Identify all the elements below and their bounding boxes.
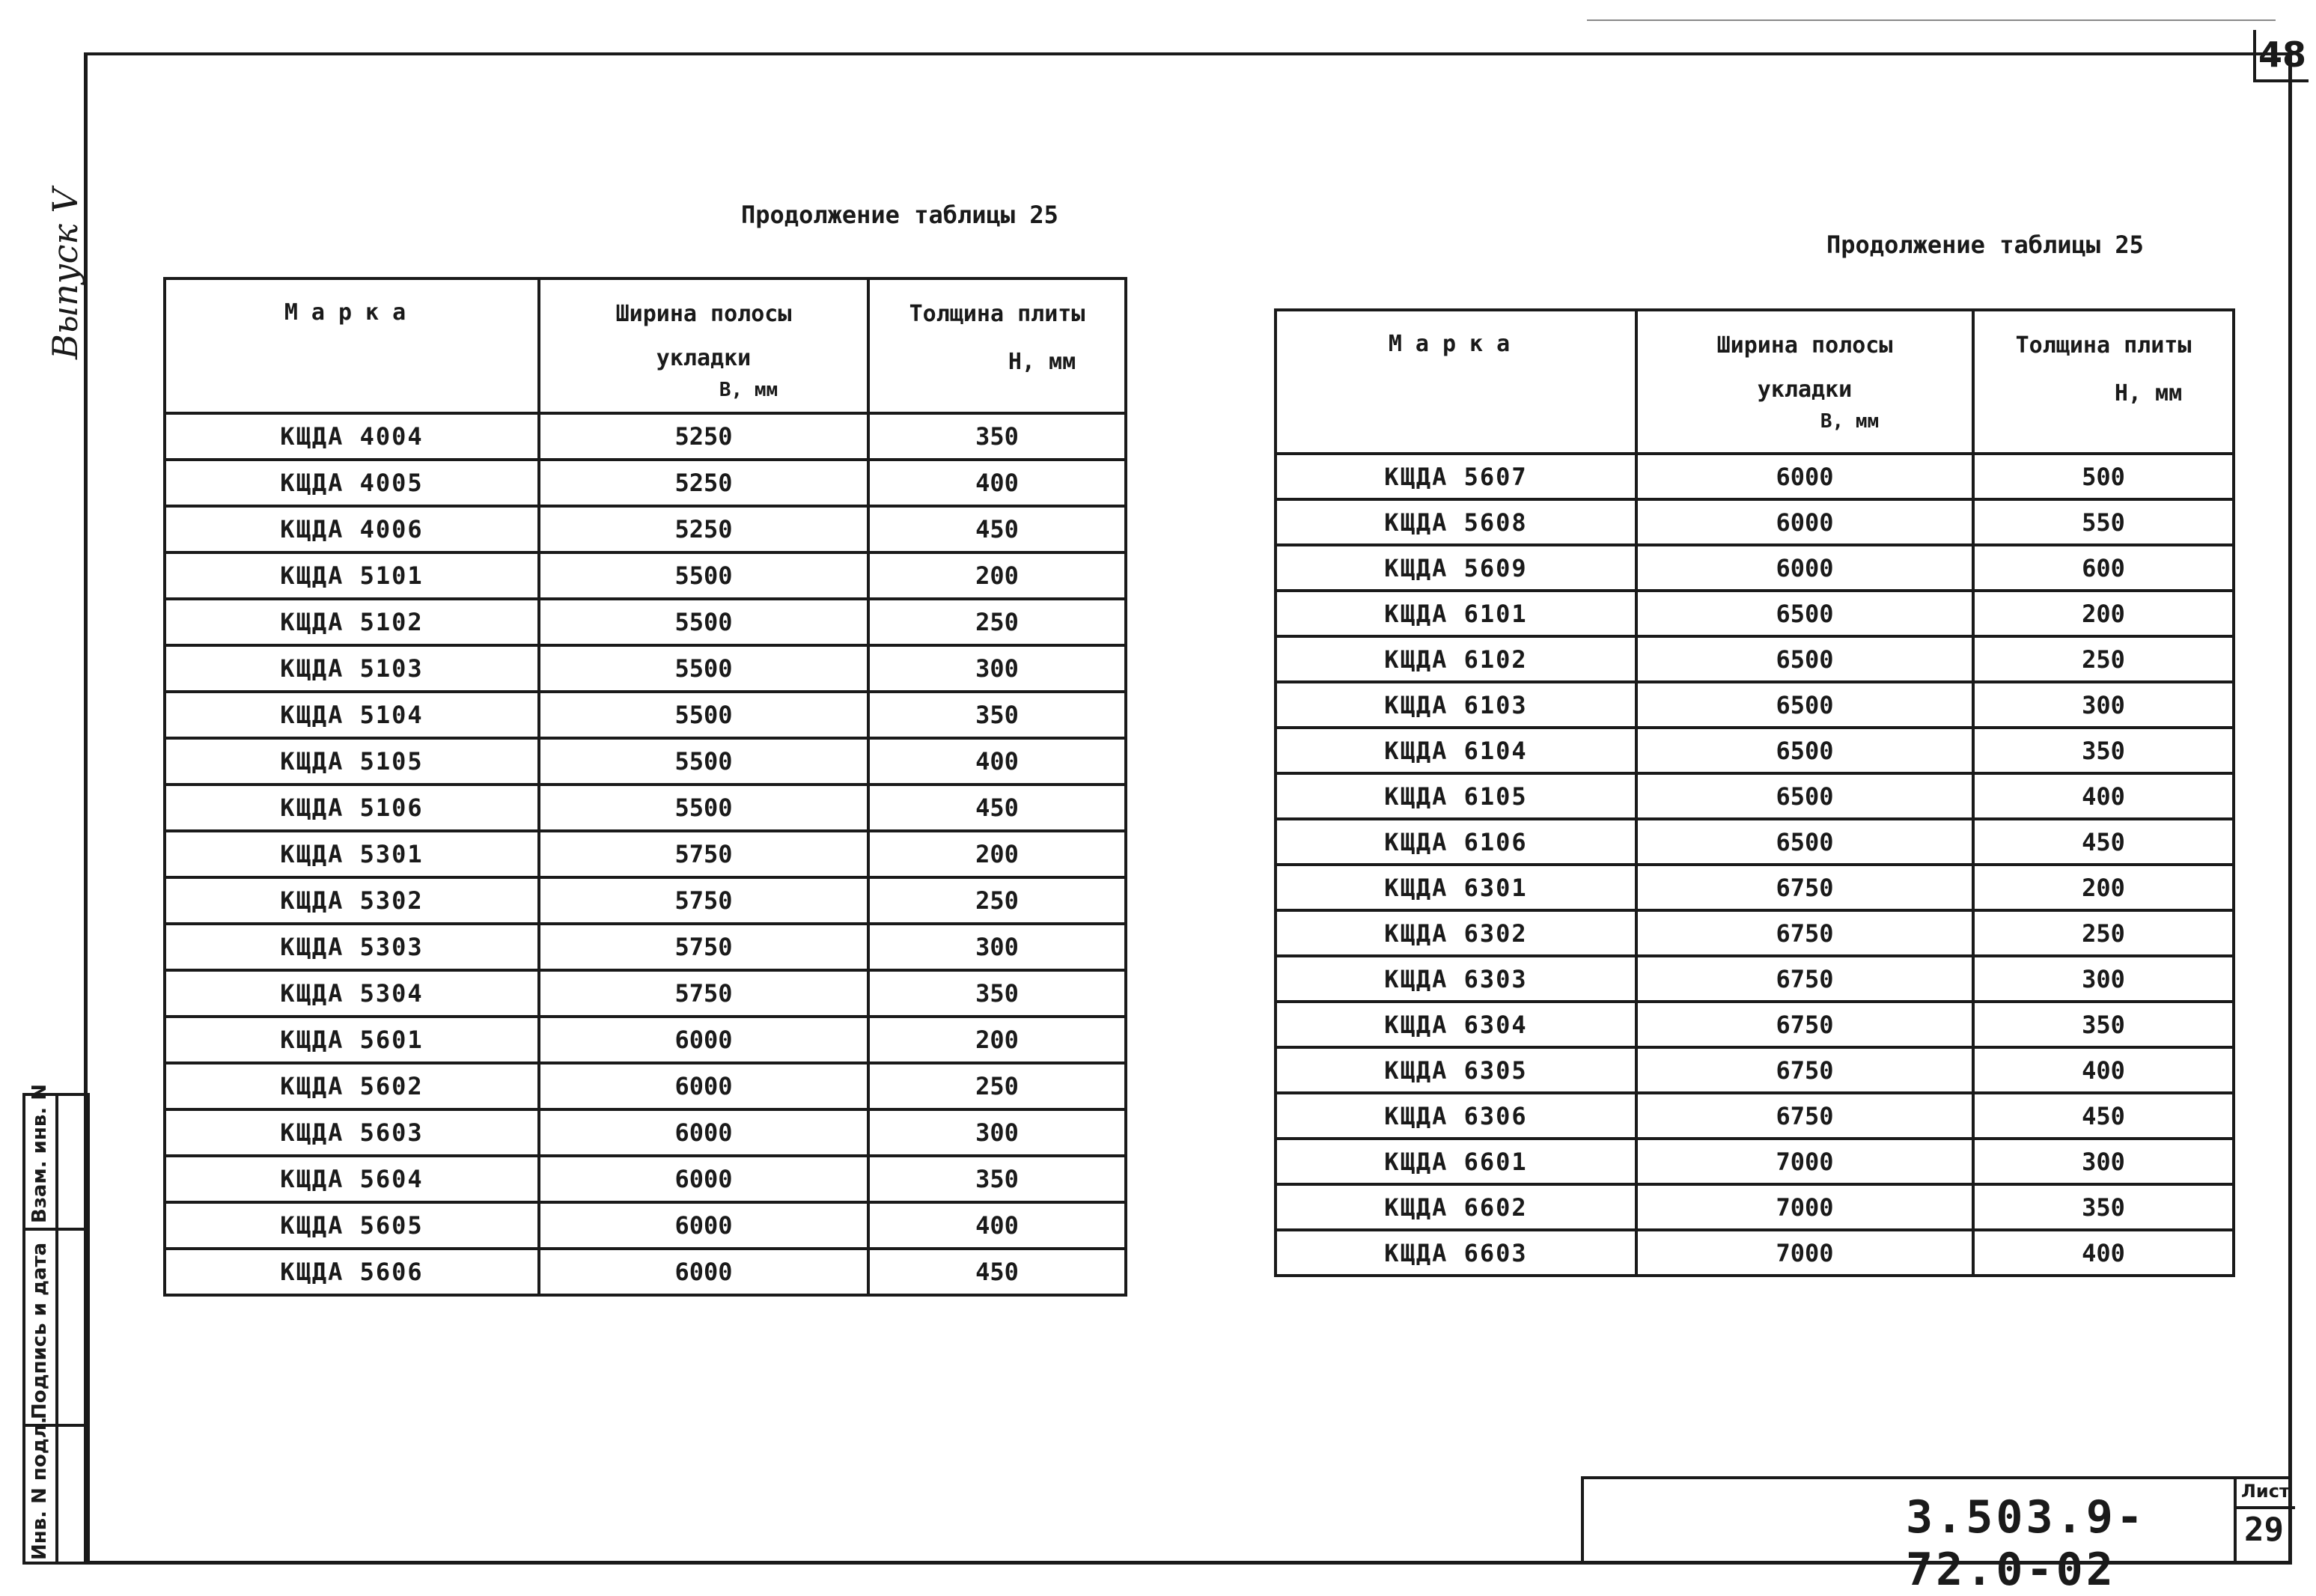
thickness-cell: 250: [868, 877, 1126, 924]
width-cell: 6500: [1636, 728, 1973, 773]
mark-cell: КЩДА 5105: [165, 738, 539, 785]
table-row: [165, 1109, 1126, 1156]
width-cell: 6000: [539, 1109, 868, 1156]
table-row: [1276, 499, 2234, 545]
width-cell: 5500: [539, 738, 868, 785]
thickness-cell: 550: [1973, 499, 2234, 545]
sheet-number-box: [2253, 30, 2309, 82]
width-cell: 6750: [1636, 1093, 1973, 1139]
width-header-line2: укладки: [656, 345, 752, 371]
table-row: [165, 599, 1126, 645]
width-cell: 5750: [539, 831, 868, 877]
mark-cell: КЩДА 5304: [165, 970, 539, 1017]
right-table-header-row: [1276, 310, 2234, 454]
table-row: [1276, 454, 2234, 499]
thickness-cell: 350: [1973, 1184, 2234, 1230]
width-cell: 6500: [1636, 636, 1973, 682]
width-cell: 6750: [1636, 1047, 1973, 1093]
mark-cell: КЩДА 5608: [1276, 499, 1636, 545]
thickness-cell: 300: [868, 645, 1126, 692]
table-row: [165, 1156, 1126, 1202]
mark-cell: КЩДА 6104: [1276, 728, 1636, 773]
table-row: [165, 785, 1126, 831]
table-row: [1276, 1139, 2234, 1184]
thickness-header-line1: Толщина плиты: [2015, 332, 2192, 359]
thickness-cell: 350: [1973, 728, 2234, 773]
mark-cell: КЩДА 5606: [165, 1249, 539, 1295]
thickness-cell: 300: [1973, 956, 2234, 1002]
title-block-divider: [2234, 1479, 2237, 1565]
thickness-cell: 450: [868, 785, 1126, 831]
table-row: [165, 1063, 1126, 1109]
thickness-cell: 200: [868, 831, 1126, 877]
side-stamp-divider: [55, 1096, 58, 1562]
left-table: [163, 277, 1127, 1297]
width-cell: 6750: [1636, 865, 1973, 910]
side-stamp: [22, 1084, 90, 1565]
width-cell: 5500: [539, 692, 868, 738]
width-cell: 5750: [539, 924, 868, 970]
width-header: [539, 278, 868, 413]
left-table-caption: Продолжение таблицы 25: [741, 201, 1058, 229]
mark-cell: КЩДА 6105: [1276, 773, 1636, 819]
thickness-cell: 300: [868, 1109, 1126, 1156]
table-row: [1276, 682, 2234, 728]
issue-label: Выпуск V: [45, 188, 85, 359]
thickness-cell: 250: [868, 599, 1126, 645]
mark-cell: КЩДА 5302: [165, 877, 539, 924]
width-header: [1636, 310, 1973, 454]
mark-cell: КЩДА 5601: [165, 1017, 539, 1063]
table-row: [1276, 1230, 2234, 1276]
mark-cell: КЩДА 6303: [1276, 956, 1636, 1002]
thickness-header-line1: Толщина плиты: [909, 301, 1085, 327]
width-cell: 5500: [539, 785, 868, 831]
right-table: [1274, 308, 2235, 1277]
table-row: [165, 877, 1126, 924]
thickness-cell: 200: [1973, 591, 2234, 636]
mark-cell: КЩДА 6103: [1276, 682, 1636, 728]
mark-cell: КЩДА 6301: [1276, 865, 1636, 910]
width-cell: 6500: [1636, 773, 1973, 819]
mark-cell: КЩДА 5602: [165, 1063, 539, 1109]
width-cell: 7000: [1636, 1139, 1973, 1184]
table-row: [165, 460, 1126, 506]
mark-cell: КЩДА 6603: [1276, 1230, 1636, 1276]
thickness-header: [868, 278, 1126, 413]
width-cell: 6000: [1636, 545, 1973, 591]
mark-cell: КЩДА 5609: [1276, 545, 1636, 591]
sheet-label: Лист: [2241, 1481, 2290, 1502]
mark-cell: КЩДА 6306: [1276, 1093, 1636, 1139]
table-row: [165, 645, 1126, 692]
mark-cell: КЩДА 6106: [1276, 819, 1636, 865]
table-row: [1276, 1047, 2234, 1093]
width-header-line1: Ширина полосы: [615, 301, 792, 327]
width-cell: 7000: [1636, 1230, 1973, 1276]
table-row: [1276, 728, 2234, 773]
width-header-line1: Ширина полосы: [1716, 332, 1893, 359]
mark-cell: КЩДА 6304: [1276, 1002, 1636, 1047]
width-cell: 6500: [1636, 682, 1973, 728]
table-row: [165, 506, 1126, 552]
thickness-cell: 200: [1973, 865, 2234, 910]
table-row: [1276, 545, 2234, 591]
thickness-cell: 300: [1973, 682, 2234, 728]
mark-cell: КЩДА 4006: [165, 506, 539, 552]
width-cell: 7000: [1636, 1184, 1973, 1230]
width-cell: 6000: [539, 1017, 868, 1063]
mark-cell: КЩДА 5104: [165, 692, 539, 738]
width-cell: 5250: [539, 413, 868, 460]
table-row: [165, 970, 1126, 1017]
width-cell: 6750: [1636, 1002, 1973, 1047]
title-block: [1581, 1476, 2292, 1596]
mark-cell: КЩДА 5101: [165, 552, 539, 599]
thickness-header-unit: Н, мм: [2114, 380, 2183, 406]
side-stamp-sep1: [25, 1228, 87, 1231]
thickness-cell: 400: [868, 460, 1126, 506]
thickness-cell: 250: [868, 1063, 1126, 1109]
mark-cell: КЩДА 5303: [165, 924, 539, 970]
width-cell: 5500: [539, 645, 868, 692]
document-code: 3.503.9-72.0-02: [1906, 1491, 2146, 1596]
sheet-number: 29: [2244, 1511, 2284, 1549]
thickness-cell: 250: [1973, 910, 2234, 956]
thickness-header: [1973, 310, 2234, 454]
width-cell: 6000: [539, 1249, 868, 1295]
thickness-cell: 400: [1973, 1047, 2234, 1093]
title-block-sep: [2237, 1506, 2295, 1509]
mark-cell: КЩДА 4005: [165, 460, 539, 506]
mark-cell: КЩДА 5607: [1276, 454, 1636, 499]
replace-inv-label: Взам. инв. N: [28, 1084, 51, 1223]
thickness-cell: 250: [1973, 636, 2234, 682]
width-cell: 5750: [539, 877, 868, 924]
thickness-cell: 300: [868, 924, 1126, 970]
mark-cell: КЩДА 6102: [1276, 636, 1636, 682]
table-row: [1276, 1184, 2234, 1230]
mark-cell: КЩДА 6601: [1276, 1139, 1636, 1184]
table-row: [1276, 819, 2234, 865]
width-header-line2: укладки: [1757, 377, 1853, 403]
thickness-cell: 350: [868, 970, 1126, 1017]
width-cell: 6000: [1636, 499, 1973, 545]
table-row: [1276, 956, 2234, 1002]
table-row: [165, 692, 1126, 738]
table-row: [165, 924, 1126, 970]
width-cell: 5250: [539, 460, 868, 506]
table-row: [165, 1202, 1126, 1249]
mark-cell: КЩДА 5605: [165, 1202, 539, 1249]
mark-cell: КЩДА 5102: [165, 599, 539, 645]
width-cell: 5750: [539, 970, 868, 1017]
thickness-cell: 350: [868, 1156, 1126, 1202]
sheet-number-top: 48: [2258, 34, 2306, 75]
mark-cell: КЩДА 5604: [165, 1156, 539, 1202]
thickness-cell: 350: [868, 692, 1126, 738]
thickness-cell: 450: [1973, 819, 2234, 865]
mark-cell: КЩДА 6602: [1276, 1184, 1636, 1230]
thickness-cell: 300: [1973, 1139, 2234, 1184]
thickness-cell: 600: [1973, 545, 2234, 591]
width-cell: 5500: [539, 552, 868, 599]
mark-cell: КЩДА 5603: [165, 1109, 539, 1156]
thickness-cell: 200: [868, 1017, 1126, 1063]
left-table-header-row: [165, 278, 1126, 413]
table-row: [1276, 1002, 2234, 1047]
thickness-cell: 450: [1973, 1093, 2234, 1139]
inv-no-label: Инв. N подл.: [28, 1416, 51, 1560]
thickness-header-unit: Н, мм: [1008, 349, 1076, 375]
thickness-cell: 200: [868, 552, 1126, 599]
mark-cell: КЩДА 5106: [165, 785, 539, 831]
table-row: [1276, 910, 2234, 956]
width-header-unit: В, мм: [1820, 410, 1880, 433]
mark-cell: КЩДА 6305: [1276, 1047, 1636, 1093]
thickness-cell: 400: [868, 1202, 1126, 1249]
table-row: [165, 1017, 1126, 1063]
width-cell: 6500: [1636, 591, 1973, 636]
right-table-caption: Продолжение таблицы 25: [1826, 231, 2144, 259]
thickness-cell: 400: [1973, 1230, 2234, 1276]
width-cell: 6000: [539, 1063, 868, 1109]
thickness-cell: 400: [1973, 773, 2234, 819]
mark-header: Марка: [165, 278, 539, 413]
sign-date-label: Подпись и дата: [28, 1242, 51, 1419]
table-row: [1276, 636, 2234, 682]
width-cell: 6750: [1636, 910, 1973, 956]
mark-header: Марка: [1276, 310, 1636, 454]
thickness-cell: 500: [1973, 454, 2234, 499]
mark-cell: КЩДА 4004: [165, 413, 539, 460]
width-cell: 6750: [1636, 956, 1973, 1002]
top-edge-line: [1587, 19, 2276, 21]
width-cell: 6000: [539, 1156, 868, 1202]
table-row: [165, 738, 1126, 785]
mark-cell: КЩДА 6101: [1276, 591, 1636, 636]
table-row: [165, 831, 1126, 877]
mark-cell: КЩДА 5103: [165, 645, 539, 692]
width-cell: 6000: [539, 1202, 868, 1249]
width-cell: 6000: [1636, 454, 1973, 499]
thickness-cell: 450: [868, 506, 1126, 552]
thickness-cell: 350: [868, 413, 1126, 460]
thickness-cell: 400: [868, 738, 1126, 785]
table-row: [1276, 773, 2234, 819]
table-row: [1276, 865, 2234, 910]
width-cell: 5500: [539, 599, 868, 645]
table-row: [165, 413, 1126, 460]
mark-cell: КЩДА 5301: [165, 831, 539, 877]
table-row: [1276, 1093, 2234, 1139]
mark-cell: КЩДА 6302: [1276, 910, 1636, 956]
table-row: [1276, 591, 2234, 636]
width-cell: 5250: [539, 506, 868, 552]
thickness-cell: 350: [1973, 1002, 2234, 1047]
width-header-unit: В, мм: [719, 379, 778, 401]
table-row: [165, 552, 1126, 599]
table-row: [165, 1249, 1126, 1295]
thickness-cell: 450: [868, 1249, 1126, 1295]
width-cell: 6500: [1636, 819, 1973, 865]
